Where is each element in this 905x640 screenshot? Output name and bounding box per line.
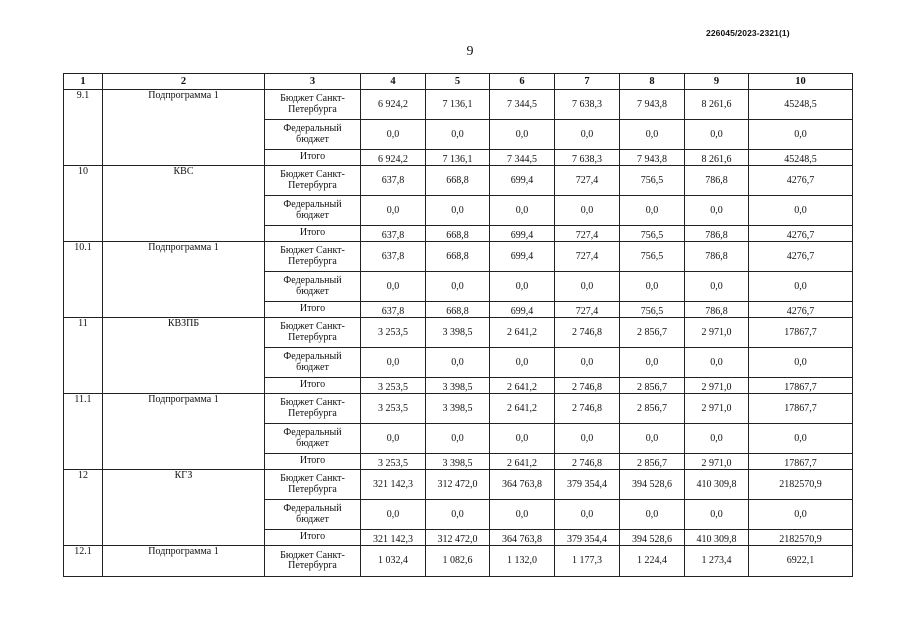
value-cell: 0,0 <box>685 196 749 226</box>
table-row <box>64 394 853 424</box>
table-body <box>64 74 853 577</box>
value-cell: 2 971,0 <box>685 394 749 424</box>
value-cell: 1 132,0 <box>490 546 555 577</box>
value-cell: 1 224,4 <box>620 546 685 577</box>
value-cell: 2 971,0 <box>685 318 749 348</box>
value-cell: 0,0 <box>555 272 620 302</box>
document-id: 226045/2023-2321(1) <box>706 28 790 38</box>
value-cell: 2182570,9 <box>749 530 853 546</box>
value-cell: 0,0 <box>620 424 685 454</box>
value-cell: 2 746,8 <box>555 318 620 348</box>
value-cell: 0,0 <box>361 120 426 150</box>
funding-source-cell: Итого <box>265 378 361 394</box>
value-cell: 0,0 <box>361 272 426 302</box>
funding-source-cell: Федеральный бюджет <box>265 272 361 302</box>
value-cell: 4276,7 <box>749 242 853 272</box>
value-cell: 7 638,3 <box>555 150 620 166</box>
value-cell: 0,0 <box>685 348 749 378</box>
header-cell: 9 <box>685 74 749 90</box>
value-cell: 364 763,8 <box>490 470 555 500</box>
value-cell: 7 344,5 <box>490 90 555 120</box>
funding-source-cell: Федеральный бюджет <box>265 348 361 378</box>
value-cell: 0,0 <box>749 424 853 454</box>
funding-source-cell: Бюджет Санкт-Петербурга <box>265 90 361 120</box>
value-cell: 2 641,2 <box>490 318 555 348</box>
value-cell: 0,0 <box>685 120 749 150</box>
value-cell: 0,0 <box>426 272 490 302</box>
value-cell: 0,0 <box>361 348 426 378</box>
value-cell: 7 344,5 <box>490 150 555 166</box>
value-cell: 17867,7 <box>749 378 853 394</box>
program-name-cell: КВЗПБ <box>103 318 265 394</box>
value-cell: 6 924,2 <box>361 150 426 166</box>
value-cell: 0,0 <box>620 196 685 226</box>
value-cell: 0,0 <box>749 348 853 378</box>
value-cell: 727,4 <box>555 242 620 272</box>
value-cell: 2 856,7 <box>620 378 685 394</box>
table-row <box>64 90 853 120</box>
row-number-cell: 10.1 <box>64 242 103 318</box>
value-cell: 7 638,3 <box>555 90 620 120</box>
value-cell: 45248,5 <box>749 90 853 120</box>
value-cell: 17867,7 <box>749 318 853 348</box>
program-name-cell: КВС <box>103 166 265 242</box>
value-cell: 3 253,5 <box>361 378 426 394</box>
value-cell: 7 136,1 <box>426 90 490 120</box>
value-cell: 699,4 <box>490 226 555 242</box>
value-cell: 0,0 <box>685 500 749 530</box>
value-cell: 786,8 <box>685 226 749 242</box>
value-cell: 2 856,7 <box>620 394 685 424</box>
value-cell: 0,0 <box>749 500 853 530</box>
value-cell: 2 641,2 <box>490 454 555 470</box>
value-cell: 0,0 <box>361 424 426 454</box>
value-cell: 0,0 <box>426 348 490 378</box>
value-cell: 394 528,6 <box>620 530 685 546</box>
value-cell: 4276,7 <box>749 302 853 318</box>
header-cell: 1 <box>64 74 103 90</box>
funding-source-cell: Итого <box>265 226 361 242</box>
value-cell: 786,8 <box>685 166 749 196</box>
value-cell: 2 856,7 <box>620 454 685 470</box>
value-cell: 394 528,6 <box>620 470 685 500</box>
value-cell: 637,8 <box>361 302 426 318</box>
value-cell: 727,4 <box>555 226 620 242</box>
funding-source-cell: Бюджет Санкт-Петербурга <box>265 470 361 500</box>
value-cell: 0,0 <box>749 272 853 302</box>
value-cell: 2 856,7 <box>620 318 685 348</box>
funding-source-cell: Федеральный бюджет <box>265 196 361 226</box>
value-cell: 410 309,8 <box>685 470 749 500</box>
funding-source-cell: Федеральный бюджет <box>265 500 361 530</box>
header-row <box>64 74 853 90</box>
table-row <box>64 242 853 272</box>
value-cell: 668,8 <box>426 242 490 272</box>
funding-source-cell: Бюджет Санкт-Петербурга <box>265 318 361 348</box>
value-cell: 786,8 <box>685 302 749 318</box>
value-cell: 0,0 <box>426 196 490 226</box>
value-cell: 0,0 <box>555 120 620 150</box>
value-cell: 2 641,2 <box>490 378 555 394</box>
value-cell: 756,5 <box>620 242 685 272</box>
value-cell: 312 472,0 <box>426 530 490 546</box>
value-cell: 379 354,4 <box>555 530 620 546</box>
value-cell: 727,4 <box>555 302 620 318</box>
program-name-cell: КГЗ <box>103 470 265 546</box>
header-cell: 2 <box>103 74 265 90</box>
header-cell: 3 <box>265 74 361 90</box>
value-cell: 0,0 <box>490 424 555 454</box>
value-cell: 410 309,8 <box>685 530 749 546</box>
value-cell: 7 943,8 <box>620 90 685 120</box>
table-row <box>64 318 853 348</box>
value-cell: 2 641,2 <box>490 394 555 424</box>
value-cell: 0,0 <box>361 500 426 530</box>
value-cell: 0,0 <box>490 348 555 378</box>
funding-source-cell: Бюджет Санкт-Петербурга <box>265 546 361 577</box>
value-cell: 7 136,1 <box>426 150 490 166</box>
value-cell: 3 398,5 <box>426 378 490 394</box>
value-cell: 0,0 <box>620 500 685 530</box>
value-cell: 0,0 <box>620 272 685 302</box>
funding-source-cell: Бюджет Санкт-Петербурга <box>265 166 361 196</box>
value-cell: 0,0 <box>490 120 555 150</box>
value-cell: 2 971,0 <box>685 378 749 394</box>
value-cell: 699,4 <box>490 166 555 196</box>
value-cell: 6 924,2 <box>361 90 426 120</box>
value-cell: 0,0 <box>426 424 490 454</box>
table-row <box>64 470 853 500</box>
value-cell: 637,8 <box>361 242 426 272</box>
value-cell: 3 398,5 <box>426 454 490 470</box>
value-cell: 699,4 <box>490 302 555 318</box>
value-cell: 0,0 <box>555 500 620 530</box>
value-cell: 668,8 <box>426 302 490 318</box>
budget-table <box>63 73 853 577</box>
value-cell: 0,0 <box>749 196 853 226</box>
page-number: 9 <box>466 44 474 59</box>
value-cell: 0,0 <box>426 120 490 150</box>
row-number-cell: 9.1 <box>64 90 103 166</box>
row-number-cell: 10 <box>64 166 103 242</box>
value-cell: 637,8 <box>361 166 426 196</box>
value-cell: 3 253,5 <box>361 318 426 348</box>
value-cell: 3 253,5 <box>361 454 426 470</box>
header-cell: 6 <box>490 74 555 90</box>
value-cell: 0,0 <box>426 500 490 530</box>
value-cell: 2 971,0 <box>685 454 749 470</box>
value-cell: 0,0 <box>620 348 685 378</box>
funding-source-cell: Итого <box>265 454 361 470</box>
funding-source-cell: Итого <box>265 150 361 166</box>
program-name-cell: Подпрограмма 1 <box>103 242 265 318</box>
value-cell: 17867,7 <box>749 454 853 470</box>
funding-source-cell: Федеральный бюджет <box>265 424 361 454</box>
funding-source-cell: Федеральный бюджет <box>265 120 361 150</box>
value-cell: 45248,5 <box>749 150 853 166</box>
row-number-cell: 12 <box>64 470 103 546</box>
value-cell: 0,0 <box>685 272 749 302</box>
value-cell: 756,5 <box>620 166 685 196</box>
value-cell: 0,0 <box>490 272 555 302</box>
value-cell: 1 082,6 <box>426 546 490 577</box>
funding-source-cell: Бюджет Санкт-Петербурга <box>265 394 361 424</box>
table-row <box>64 546 853 577</box>
value-cell: 364 763,8 <box>490 530 555 546</box>
value-cell: 0,0 <box>555 424 620 454</box>
value-cell: 1 177,3 <box>555 546 620 577</box>
value-cell: 379 354,4 <box>555 470 620 500</box>
value-cell: 2 746,8 <box>555 454 620 470</box>
value-cell: 3 398,5 <box>426 394 490 424</box>
value-cell: 0,0 <box>555 196 620 226</box>
value-cell: 1 032,4 <box>361 546 426 577</box>
value-cell: 786,8 <box>685 242 749 272</box>
value-cell: 0,0 <box>685 424 749 454</box>
value-cell: 0,0 <box>361 196 426 226</box>
value-cell: 2 746,8 <box>555 394 620 424</box>
value-cell: 3 253,5 <box>361 394 426 424</box>
funding-source-cell: Итого <box>265 302 361 318</box>
program-name-cell: Подпрограмма 1 <box>103 394 265 470</box>
value-cell: 1 273,4 <box>685 546 749 577</box>
row-number-cell: 11 <box>64 318 103 394</box>
value-cell: 756,5 <box>620 226 685 242</box>
value-cell: 668,8 <box>426 166 490 196</box>
value-cell: 0,0 <box>490 196 555 226</box>
value-cell: 312 472,0 <box>426 470 490 500</box>
funding-source-cell: Итого <box>265 530 361 546</box>
funding-source-cell: Бюджет Санкт-Петербурга <box>265 242 361 272</box>
row-number-cell: 12.1 <box>64 546 103 577</box>
header-cell: 4 <box>361 74 426 90</box>
value-cell: 7 943,8 <box>620 150 685 166</box>
value-cell: 4276,7 <box>749 166 853 196</box>
program-name-cell: Подпрограмма 1 <box>103 90 265 166</box>
value-cell: 8 261,6 <box>685 150 749 166</box>
value-cell: 8 261,6 <box>685 90 749 120</box>
program-name-cell: Подпрограмма 1 <box>103 546 265 577</box>
value-cell: 6922,1 <box>749 546 853 577</box>
value-cell: 756,5 <box>620 302 685 318</box>
header-cell: 10 <box>749 74 853 90</box>
value-cell: 0,0 <box>749 120 853 150</box>
value-cell: 0,0 <box>620 120 685 150</box>
header-cell: 5 <box>426 74 490 90</box>
value-cell: 0,0 <box>490 500 555 530</box>
value-cell: 3 398,5 <box>426 318 490 348</box>
table-row <box>64 166 853 196</box>
header-cell: 7 <box>555 74 620 90</box>
value-cell: 0,0 <box>555 348 620 378</box>
value-cell: 727,4 <box>555 166 620 196</box>
value-cell: 668,8 <box>426 226 490 242</box>
value-cell: 17867,7 <box>749 394 853 424</box>
value-cell: 637,8 <box>361 226 426 242</box>
header-cell: 8 <box>620 74 685 90</box>
value-cell: 321 142,3 <box>361 470 426 500</box>
value-cell: 2 746,8 <box>555 378 620 394</box>
value-cell: 321 142,3 <box>361 530 426 546</box>
row-number-cell: 11.1 <box>64 394 103 470</box>
value-cell: 4276,7 <box>749 226 853 242</box>
value-cell: 699,4 <box>490 242 555 272</box>
value-cell: 2182570,9 <box>749 470 853 500</box>
